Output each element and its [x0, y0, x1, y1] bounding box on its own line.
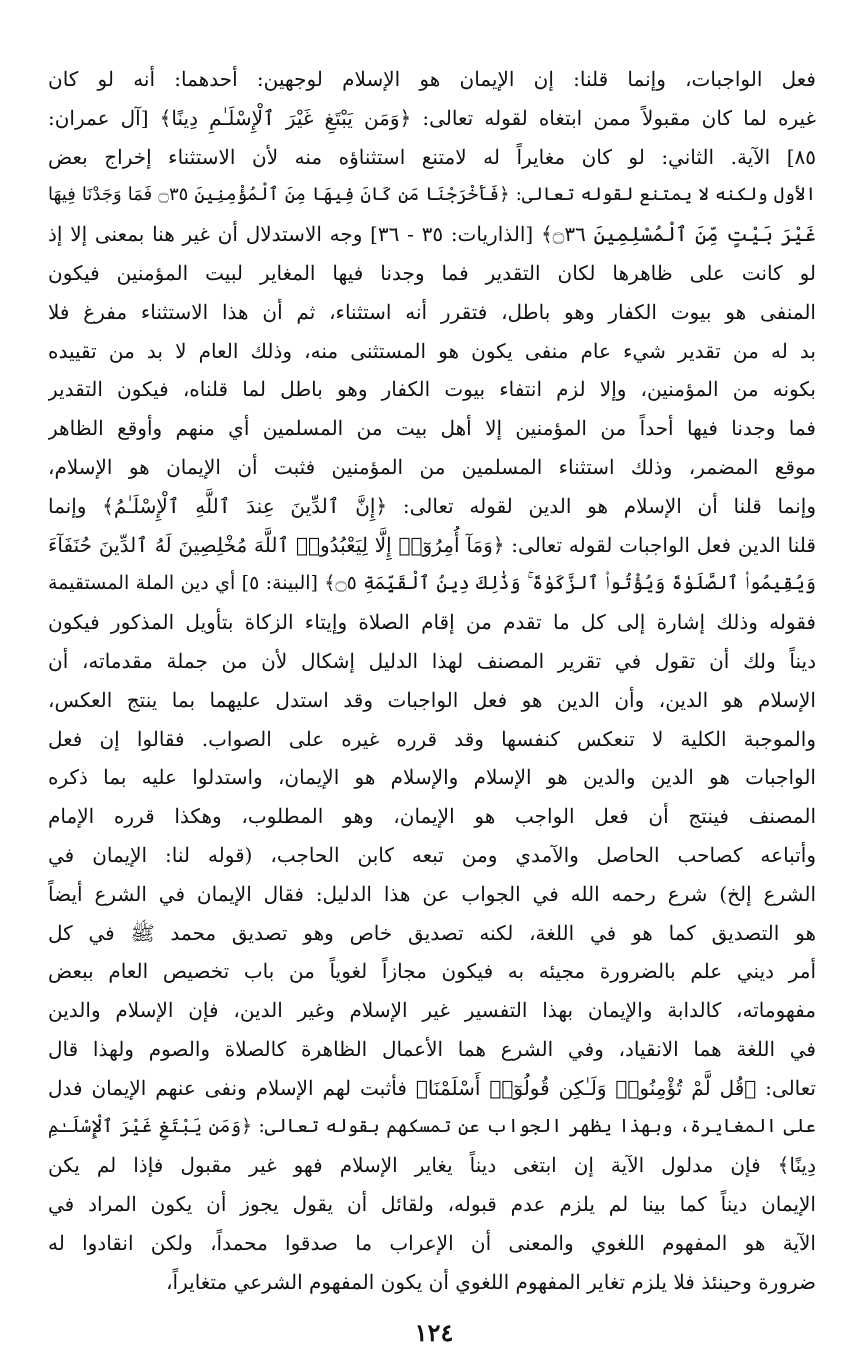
page-body-text	[48, 60, 816, 1302]
text-line: وأتباعه كصاحب الحاصل والآمدي ومن تبعه كابن الحاجب، (قوله لنا: الإيمان في	[48, 842, 816, 867]
text-line: قلنا الدين فعل الواجبات لقوله تعالى: ﴿وَمَآ أُمِرُوٓا۟ إِلَّا لِيَعْبُدُوا۟ ٱللَّهَ مُخْلِصِينَ لَهُ ٱلدِّينَ حُنَفَآءَ	[48, 532, 816, 557]
text-line: بد له من تقدير شيء عام منفى يكون هو المستثنى منه، وذلك العام لا بد من تقييده	[48, 338, 816, 363]
text-line: وإنما قلنا أن الإسلام هو الدين لقوله تعالى: ﴿إِنَّ ٱلدِّينَ عِندَ ٱللَّهِ ٱلْإِسْلَـٰمُ﴾ وإنما	[48, 493, 816, 518]
text-line: المنفى هو بيوت الكفار وهو باطل، فتقرر أنه استثناء، ثم أن هذا الاستثناء مفرغ فلا	[48, 299, 816, 324]
text-line: ٨٥] الآية. الثاني: لو كان مغايراً له لامتنع استثناؤه منه لأن الاستثناء إخراج بعض	[48, 144, 816, 169]
text-line: بكونه من المؤمنين، وإلا لزم انتفاء بيوت الكفار وهو باطل لما قلناه، فيكون التقدير	[48, 377, 816, 402]
text-line: الشرع إلخ) شرع رحمه الله في الجواب عن هذا الدليل: فقال الإيمان في الشرع أيضاً	[48, 881, 816, 906]
text-line: غيره لما كان مقبولاً ممن ابتغاه لقوله تعالى: ﴿وَمَن يَبْتَغِ غَيْرَ ٱلْإِسْلَـٰمِ دِينًا﴾ [آل عمران:	[48, 105, 816, 130]
text-line: هو التصديق كما هو في اللغة، لكنه تصديق خاص وهو تصديق محمد ﷺ في كل	[48, 920, 816, 945]
text-line: أمر ديني علم بالضرورة مجيئه به فيكون مجازاً لغوياً من باب تخصيص العام ببعض	[48, 959, 816, 984]
text-line: في اللغة هما الانقياد، وفي الشرع هما الأعمال الظاهرة كالصلاة والصوم ولهذا قال	[48, 1036, 816, 1061]
text-line: الأول ولكنه لا يمتنع لقوله تعالى: ﴿فَأَخْرَجْنَا مَن كَانَ فِيهَا مِنَ ٱلْمُؤْمِنِينَ ۝٣٥ فَمَا وَجَدْنَا فِيهَا	[48, 184, 816, 206]
text-line: فعل الواجبات، وإنما قلنا: إن الإيمان هو الإسلام لوجهين: أحدهما: أنه لو كان	[48, 67, 816, 91]
text-line: غَيْرَ بَيْتٍ مِّنَ ٱلْمُسْلِمِينَ ۝٣٦﴾ [الذاريات: ٣٥ - ٣٦] وجه الاستدلال أن غير هنا بمعنى إلا إذ	[48, 222, 816, 247]
text-line: لو كانت على ظاهرها لكان التقدير فما وجدنا فيها المغاير لبيت المؤمنين فيكون	[48, 260, 816, 285]
text-line: مفهوماته، كالدابة والإيمان بهذا التفسير غير الإسلام وغير الدين، فإن الإسلام والدين	[48, 998, 816, 1023]
page-number: ١٢٤	[414, 1318, 454, 1347]
text-line: المصنف فينتج أن فعل الواجب هو الإيمان، وهو المطلوب، وهكذا قرره الإمام	[48, 804, 816, 829]
text-line: الإسلام هو الدين، وأن الدين هو فعل الواجبات وقد استدل عليهما بما ينتج العكس،	[48, 687, 816, 712]
text-line: على المغايرة، وبهذا يظهر الجواب عن تمسكهم بقوله تعالى: ﴿وَمَن يَبْتَغِ غَيْرَ ٱلْإِسْلَـٰمِ	[48, 1115, 816, 1137]
text-line: ضرورة وحينئذ فلا يلزم تغاير المفهوم اللغوي أن يكون المفهوم الشرعي متغايراً،	[166, 1269, 816, 1294]
text-line: فما وجدنا فيها أحداً من المؤمنين إلا أهل بيت من المسلمين أي منهم وأوقع الظاهر	[48, 416, 816, 441]
text-line: تعالى: ﴿قُل لَّمْ تُؤْمِنُوا۟ وَلَـٰكِن قُولُوٓا۟ أَسْلَمْنَا﴾ فأثبت لهم الإسلام ونفى عنهم الإيمان فدل	[48, 1075, 816, 1100]
text-line: وَيُقِيمُوا۟ ٱلصَّلَوٰةَ وَيُؤْتُوا۟ ٱلزَّكَوٰةَ ۚ وَذَٰلِكَ دِينُ ٱلْقَيِّمَةِ ۝٥﴾ [البينة: ٥] أي دين الملة المستقيمة	[48, 572, 816, 595]
text-line: والموجبة الكلية لا تنعكس كنفسها وقد قرره غيره على الصواب. فقالوا إن فعل	[48, 726, 816, 751]
text-line: دِينًا﴾ فإن مدلول الآية إن ابتغى ديناً يغاير الإسلام فهو غير مقبول فإذا لم يكن	[48, 1153, 816, 1178]
text-line: موقع المضمر، وذلك استثناء المسلمين من المؤمنين فثبت أن الإيمان هو الإسلام،	[48, 454, 816, 479]
text-line: الإيمان ديناً كما بينا لم يلزم عدم قبوله، ولقائل أن يقول يجوز أن يكون المراد في	[48, 1192, 816, 1217]
text-line: الآية هو المفهوم اللغوي والمعنى أن الإعراب ما صدقوا محمداً، ولكن انقادوا له	[48, 1230, 816, 1255]
text-line: الواجبات هو الدين والدين هو الإسلام والإسلام هو الإيمان، واستدلوا عليه بما ذكره	[48, 765, 816, 790]
text-line: فقوله وذلك إشارة إلى كل ما تقدم من إقام الصلاة وإيتاء الزكاة بتأويل المذكور فيكون	[48, 610, 816, 635]
text-line: ديناً ولك أن تقول في تقرير المصنف لهذا الدليل إشكال لأن من جملة مقدماته، أن	[48, 648, 816, 673]
